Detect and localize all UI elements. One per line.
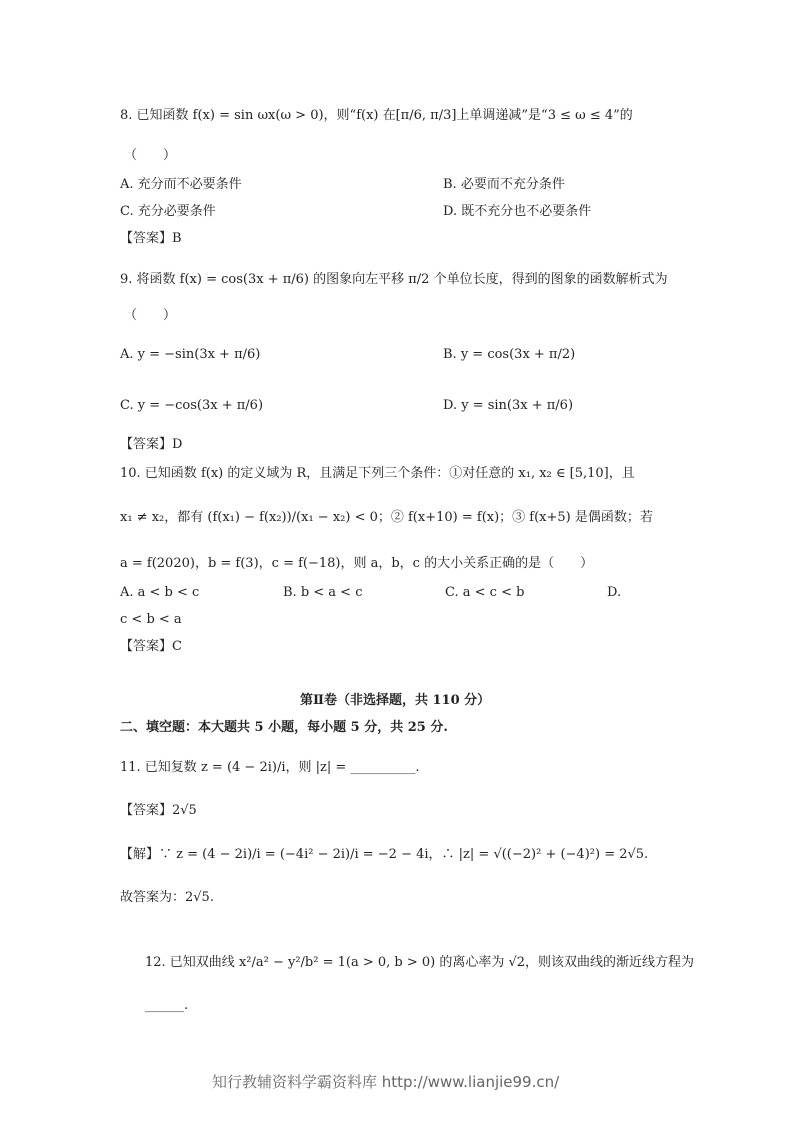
q8-option-c: C. 充分必要条件: [120, 204, 216, 219]
q10-answer: 【答案】C: [120, 639, 182, 654]
part2-title: 第Ⅱ卷（非选择题，共 110 分）: [300, 693, 491, 708]
q9-answer: 【答案】D: [120, 437, 183, 452]
q10-option-d: D.: [607, 585, 622, 600]
q8-option-d: D. 既不充分也不必要条件: [443, 204, 592, 219]
q11-conclusion: 故答案为：2√5.: [120, 890, 214, 905]
q10-option-b: B. b < a < c: [283, 585, 363, 600]
q11-stem: 11. 已知复数 z = (4 − 2i)/i，则 |z| = __________.: [120, 760, 420, 775]
q10-option-a: A. a < b < c: [120, 585, 200, 600]
q8-answer: 【答案】B: [120, 231, 182, 246]
footer-watermark: 知行教辅资料学霸资料库 http://www.lianjie99.cn/: [212, 1073, 560, 1091]
section2-heading: 二、填空题：本大题共 5 小题，每小题 5 分，共 25 分.: [120, 720, 448, 735]
q8-option-a: A. 充分而不必要条件: [120, 177, 242, 192]
q8-option-b: B. 必要而不充分条件: [443, 177, 565, 192]
q12-blank: ______.: [145, 998, 189, 1013]
q9-option-a: A. y = −sin(3x + π/6): [120, 347, 261, 362]
q10-line1: 10. 已知函数 f(x) 的定义域为 R，且满足下列三个条件：①对任意的 x₁, x₂ ∈ [5,10]，且: [120, 466, 635, 481]
q10-option-c: C. a < c < b: [445, 585, 525, 600]
q10-line2: x₁ ≠ x₂，都有 (f(x₁) − f(x₂))/(x₁ − x₂) < 0；② f(x+10) = f(x)；③ f(x+5) 是偶函数；若: [120, 510, 653, 525]
q8-paren: （ ）: [124, 148, 177, 163]
q9-option-b: B. y = cos(3x + π/2): [443, 347, 576, 362]
q9-option-d: D. y = sin(3x + π/6): [443, 398, 574, 413]
q11-answer: 【答案】2√5: [120, 803, 197, 818]
q12-stem: 12. 已知双曲线 x²/a² − y²/b² = 1(a > 0, b > 0) 的离心率为 √2，则该双曲线的渐近线方程为: [145, 955, 695, 970]
q9-paren: （ ）: [124, 308, 177, 323]
q11-solution: 【解】∵ z = (4 − 2i)/i = (−4i² − 2i)/i = −2 − 4i，∴ |z| = √((−2)² + (−4)²) = 2√5.: [120, 847, 649, 862]
q9-option-c: C. y = −cos(3x + π/6): [120, 398, 264, 413]
q10-option-d-value: c < b < a: [120, 612, 182, 627]
q8-stem: 8. 已知函数 f(x) = sin ωx(ω > 0)，则“f(x) 在[π/6, π/3]上单调递减”是“3 ≤ ω ≤ 4”的: [120, 108, 633, 123]
q9-stem: 9. 将函数 f(x) = cos(3x + π/6) 的图象向左平移 π/2 个单位长度，得到的图象的函数解析式为: [120, 272, 668, 287]
q10-line3: a = f(2020)，b = f(3)，c = f(−18)，则 a，b，c 的大小关系正确的是（ ）: [120, 556, 594, 571]
